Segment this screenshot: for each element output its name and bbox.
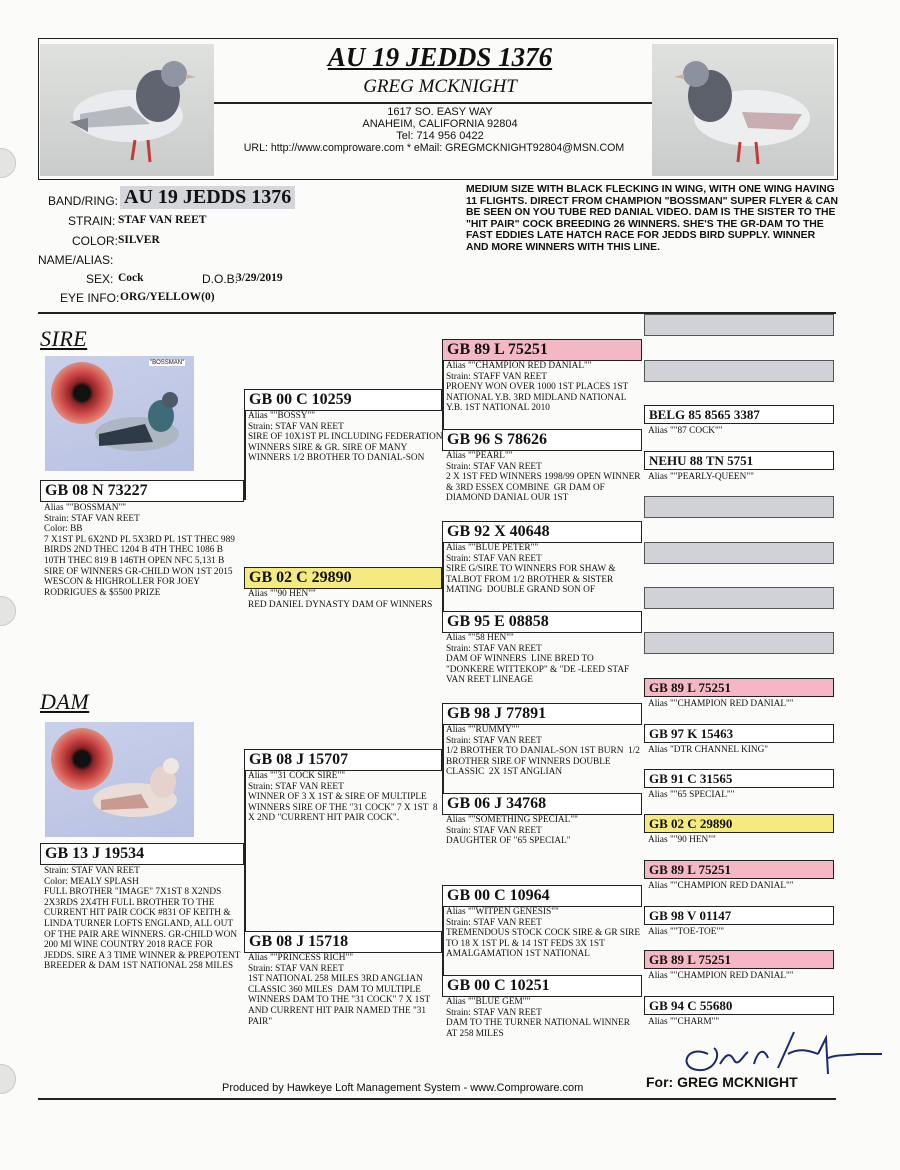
dam-notes: Strain: STAF VAN REET Color: MEALY SPLASH FULL BROTHER "IMAGE" 7X1ST 8 X2NDS 2X3RDS 2X4TH FULL BROTHER TO THE CURRENT HIT PAIR COCK #831 OF KEITH & LINDA TURNER LOFTS ENGLAND, ALL OUT OF THE PAIR ARE WINNERS. GR-CHILD WON 200 MI WINE COUNTRY 2018 RACE FOR JEDDS. SIRE A 3 TIME WINNER & PREPOTENT BREEDER & DAM 1ST NATIONAL 258 MILES — [44, 866, 241, 972]
gen4-empty-slot — [644, 542, 834, 564]
gen3-band: GB 98 J 77891 — [442, 703, 642, 725]
gen2-notes: Alias ""90 HEN"" RED DANIEL DYNASTY DAM OF WINNERS — [248, 589, 433, 610]
gen3-band: GB 92 X 40648 — [442, 521, 642, 543]
pigeon-icon — [75, 750, 193, 834]
address-line-1: 1617 SO. EASY WAY — [387, 106, 493, 118]
gen4-band: GB 94 C 55680 — [644, 996, 834, 1015]
produced-by: Produced by Hawkeye Loft Management System - www.Comproware.com — [222, 1082, 584, 1094]
gen4-alias: Alias ""CHAMPION RED DANIAL"" — [648, 971, 794, 981]
punch-hole — [0, 148, 16, 178]
dam-photo — [45, 722, 194, 837]
gen4-empty-slot — [644, 314, 834, 336]
gen3-notes: Alias ""SOMETHING SPECIAL"" Strain: STAF VAN REET DAUGHTER OF "65 SPECIAL" — [446, 815, 578, 847]
gen2-band: GB 02 C 29890 — [244, 567, 442, 589]
gen3-band: GB 00 C 10964 — [442, 885, 642, 907]
band-value: AU 19 JEDDS 1376 — [120, 186, 295, 209]
eye-label: EYE INFO: — [60, 291, 120, 305]
dob-label: D.O.B: — [202, 272, 239, 286]
band-label: BAND/RING: — [48, 194, 119, 208]
gen3-notes: Alias ""BLUE GEM"" Strain: STAF VAN REET DAM TO THE TURNER NATIONAL WINNER AT 258 MILES — [446, 997, 630, 1039]
dob-value: 3/29/2019 — [236, 272, 283, 284]
sex-label: SEX: — [86, 272, 114, 286]
gen4-empty-slot — [644, 496, 834, 518]
dam-heading: DAM — [40, 689, 90, 714]
sire-photo — [45, 356, 194, 471]
connector — [244, 860, 246, 942]
gen3-notes: Alias ""CHAMPION RED DANIAL"" Strain: STAFF VAN REET PROENY WON OVER 1000 1ST PLACES 1ST NATIONAL Y.B. 3RD MIDLAND NATIONAL Y.B. 1ST NATIONAL 2010 — [446, 361, 629, 414]
sire-heading: SIRE — [40, 326, 88, 351]
gen4-band: GB 98 V 01147 — [644, 906, 834, 925]
gen4-empty-slot — [644, 587, 834, 609]
gen4-alias: Alias ""CHAMPION RED DANIAL"" — [648, 881, 794, 891]
phone: Tel: 714 956 0422 — [396, 130, 484, 142]
gen2-band: GB 08 J 15707 — [244, 749, 442, 771]
pigeon-icon — [652, 44, 834, 176]
eye-value: ORG/YELLOW(0) — [120, 291, 215, 303]
header-divider — [214, 102, 652, 104]
gen4-band: GB 89 L 75251 — [644, 950, 834, 969]
connector — [244, 396, 246, 500]
gen3-notes: Alias ""WITPEN GENESIS"" Strain: STAF VAN REET TREMENDOUS STOCK COCK SIRE & GR SIRE TO 18 X 1ST PL & 14 1ST FEDS 3X 1ST AMALGAMATION 1ST NATIONAL — [446, 907, 641, 960]
gen2-notes: Alias ""31 COCK SIRE"" Strain: STAF VAN REET WINNER OF 3 X 1ST & SIRE OF MULTIPLE WINNERS SIRE OF THE "31 COCK" 7 X 1ST 8 X 2ND "CURRENT HIT PAIR COCK". — [248, 771, 438, 824]
color-label: COLOR: — [72, 234, 119, 248]
address-line-2: ANAHEIM, CALIFORNIA 92804 — [362, 118, 518, 130]
url-email: URL: http://www.comproware.com * eMail: GREGMCKNIGHT92804@MSN.COM — [243, 142, 625, 154]
gen4-empty-slot — [644, 360, 834, 382]
gen4-band: GB 97 K 15463 — [644, 724, 834, 743]
strain-label: STRAIN: — [68, 214, 116, 228]
for-line: For: GREG MCKNIGHT — [646, 1074, 798, 1090]
owner-name: GREG MCKNIGHT — [363, 76, 517, 97]
gen4-band: NEHU 88 TN 5751 — [644, 451, 834, 470]
gen3-band: GB 00 C 10251 — [442, 975, 642, 997]
gen4-alias: Alias ""65 SPECIAL"" — [648, 790, 735, 800]
gen3-notes: Alias ""RUMMY"" Strain: STAF VAN REET 1/2 BROTHER TO DANIAL-SON 1ST BURN 1/2 BROTHER SIRE OF WINNERS DOUBLE CLASSIC 2X 1ST ANGLIAN — [446, 725, 640, 778]
gen3-band: GB 06 J 34768 — [442, 793, 642, 815]
gen4-band: GB 89 L 75251 — [644, 860, 834, 879]
gen2-notes: Alias ""PRINCESS RICH"" Strain: STAF VAN REET 1ST NATIONAL 258 MILES 3RD ANGLIAN CLASSIC 360 MILES DAM TO MULTIPLE WINNERS DAM TO THE "31 COCK" 7 X 1ST AND CURRENT HIT PAIR NAMED THE "31 PAIR" — [248, 953, 431, 1027]
gen3-band: GB 96 S 78626 — [442, 429, 642, 451]
name-label: NAME/ALIAS: — [38, 253, 114, 267]
photo-tag: "BOSSMAN" — [150, 360, 185, 366]
punch-hole — [0, 1064, 16, 1094]
pigeon-icon — [75, 384, 193, 468]
gen2-band: GB 00 C 10259 — [244, 389, 442, 411]
gen4-alias: Alias ""TOE-TOE"" — [648, 927, 725, 937]
pigeon-icon — [40, 44, 214, 176]
gen3-notes: Alias ""PEARL"" Strain: STAF VAN REET 2 X 1ST FED WINNERS 1998/99 OPEN WINNER & 3RD ESSEX COMBINE GR DAM OF DIAMOND DANIAL OUR 1ST — [446, 451, 641, 504]
gen4-alias: Alias ""90 HEN"" — [648, 835, 716, 845]
punch-hole — [0, 596, 16, 626]
gen4-alias: Alias "DTR CHANNEL KING" — [648, 745, 769, 755]
gen2-notes: Alias ""BOSSY"" Strain: STAF VAN REET SIRE OF 10X1ST PL INCLUDING FEDERATION WINNERS SIRE & GR. SIRE OF MANY WINNERS 1/2 BROTHER TO DANIAL-SON — [248, 411, 443, 464]
gen3-notes: Alias ""BLUE PETER"" Strain: STAF VAN REET SIRE G/SIRE TO WINNERS FOR SHAW & TALBOT FROM 1/2 BROTHER & SISTER MATING DOUBLE GRAND SON OF — [446, 543, 616, 596]
dam-band: GB 13 J 19534 — [40, 843, 244, 865]
gen4-alias: Alias ""CHAMPION RED DANIAL"" — [648, 699, 794, 709]
sire-notes: Alias ""BOSSMAN"" Strain: STAF VAN REET Color: BB 7 X1ST PL 6X2ND PL 5X3RD PL 1ST THEC 989 BIRDS 2ND THEC 1204 B 4TH THEC 1086 B 10TH THEC 819 B 146TH OPEN NFC 5,131 B SIRE OF WINNERS GR-CHILD WON 1ST 2015 WESCON & HIGHROLLER FOR JOEY RODRIGUES & $5500 PRIZE — [44, 503, 235, 598]
gen4-band: BELG 85 8565 3387 — [644, 405, 834, 424]
footer-divider — [38, 1098, 836, 1100]
bird-photo-left — [40, 44, 214, 176]
gen3-band: GB 89 L 75251 — [442, 339, 642, 361]
bird-description: MEDIUM SIZE WITH BLACK FLECKING IN WING, WITH ONE WING HAVING 11 FLIGHTS. DIRECT FROM CHAMPION "BOSSMAN" SUPER FLYER & CAN BE SEEN ON YOU TUBE RED DANIAL VIDEO. DAM IS THE SISTER TO THE "HIT PAIR" COCK BREEDING 26 WINNERS. SHE'S THE GR-DAM TO THE FAST EDDIES LATE HATCH RACE FOR JEDDS BIRD SUPPLY. WINNER AND MORE WINNERS WITH THIS LINE. — [466, 184, 839, 253]
gen3-notes: Alias ""58 HEN"" Strain: STAF VAN REET DAM OF WINNERS LINE BRED TO "DONKERE WITTEKOP" & "DE -LEED STAF VAN REET LINEAGE — [446, 633, 630, 686]
gen3-band: GB 95 E 08858 — [442, 611, 642, 633]
bird-photo-right — [652, 44, 834, 176]
gen4-alias: Alias ""PEARLY-QUEEN"" — [648, 472, 754, 482]
color-value: SILVER — [118, 234, 160, 246]
gen4-empty-slot — [644, 632, 834, 654]
sire-band: GB 08 N 73227 — [40, 480, 244, 502]
sex-value: Cock — [118, 272, 144, 284]
connector — [244, 760, 246, 860]
gen4-band: GB 02 C 29890 — [644, 814, 834, 833]
strain-value: STAF VAN REET — [118, 214, 207, 226]
gen4-alias: Alias ""CHARM"" — [648, 1017, 720, 1027]
page-title: AU 19 JEDDS 1376 — [327, 42, 553, 72]
gen2-band: GB 08 J 15718 — [244, 931, 442, 953]
gen4-alias: Alias ""87 COCK"" — [648, 426, 723, 436]
gen4-band: GB 89 L 75251 — [644, 678, 834, 697]
gen4-band: GB 91 C 31565 — [644, 769, 834, 788]
